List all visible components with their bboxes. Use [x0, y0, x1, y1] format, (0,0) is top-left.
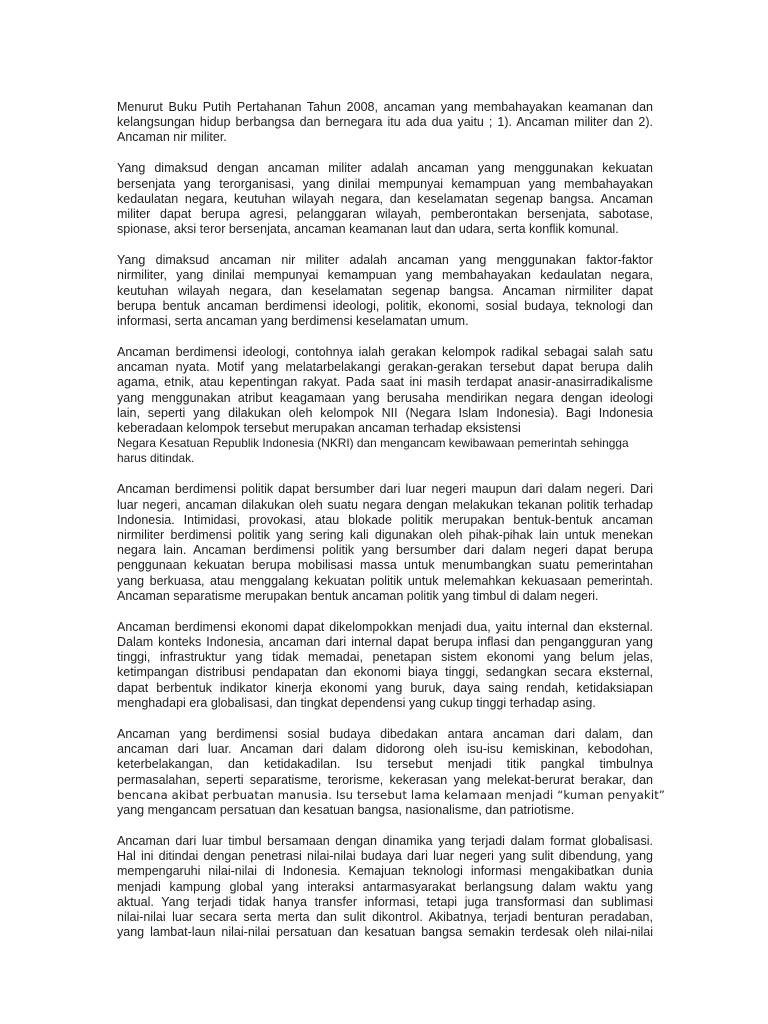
paragraph-gap [117, 329, 653, 345]
paragraph-gap [117, 604, 653, 620]
text-line: Yang dimaksud ancaman nir militer adalah ancaman yang menggunakan faktor-faktor [117, 253, 653, 268]
text-line: yang mengancam persatuan dan kesatuan bangsa, nasionalisme, dan patriotisme. [117, 802, 575, 817]
text-line: keterbelakangan, dan ketidakadilan. Isu tersebut menjadi titik pangkal timbulnya [117, 757, 653, 772]
text-line: menjadi kampung global yang interaksi antarmasyarakat berlangsung dalam waktu yang [117, 879, 653, 894]
text-line: militer dapat berupa agresi, pelanggaran wilayah, pemberontakan bersenjata, sabotase, [117, 207, 653, 222]
paragraph-3 [117, 253, 653, 329]
text-line: Ancaman yang berdimensi sosial budaya dibedakan antara ancaman dari dalam, dan [117, 726, 653, 741]
paragraph-8 [117, 834, 653, 940]
text-line: permasalahan, seperti separatisme, terorisme, kekerasan yang melekat-berurat berakar, dan [117, 772, 653, 787]
paragraph-gap [117, 237, 653, 253]
text-line: Ancaman separatisme merupakan bentuk ancaman politik yang timbul di dalam negeri. [117, 588, 599, 603]
text-line: bersenjata yang terorganisasi, yang dinilai mempunyai kemampuan yang membahayakan [117, 176, 653, 191]
text-line: mempengaruhi nilai-nilai di Indonesia. Kemajuan teknologi informasi mengakibatkan dunia [117, 864, 653, 879]
text-line: keutuhan wilayah negara, dan keselamatan segenap bangsa. Ancaman nirmiliter dapat [117, 283, 653, 298]
paragraph-4 [117, 345, 653, 467]
text-line: berupa bentuk ancaman berdimensi ideologi, politik, ekonomi, sosial budaya, teknologi dan [117, 298, 653, 313]
text-line: penggunaan kekuatan berupa mobilisasi massa untuk menumbangkan suatu pemerintahan [117, 558, 653, 573]
paragraph-gap [117, 818, 653, 834]
paragraph-6 [117, 620, 653, 711]
text-line: kedaulatan negara, keutuhan wilayah negara, dan keselamatan segenap bangsa. Ancaman [117, 191, 653, 206]
paragraph-1 [117, 100, 653, 146]
text-line: spionase, aksi teror bersenjata, ancaman keamanan laut dan udara, serta konflik komunal. [117, 222, 619, 237]
text-line: yang menggunakan atribut keagamaan yang berusaha mendirikan negara dengan ideologi [117, 390, 653, 405]
text-line: keberadaan kelompok tersebut merupakan ancaman terhadap eksistensi [117, 421, 521, 436]
text-line: nilai-nilai luar secara serta merta dan sulit dikontrol. Akibatnya, terjadi benturan peradaban, [117, 909, 653, 924]
text-line: harus ditindak. [117, 451, 195, 466]
paragraph-7 [117, 726, 666, 818]
text-line: nirmiliter, yang dinilai mempunyai kemampuan yang membahayakan kedaulatan negara, [117, 268, 653, 283]
text-line: nirmiliter berdimensi politik yang sering kali digunakan oleh pihak-pihak lain untuk menekan [117, 528, 653, 543]
paragraph-gap [117, 711, 653, 727]
text-line: lain, seperti yang dilakukan oleh kelompok NII (Negara Islam Indonesia). Bagi Indonesia [117, 405, 653, 420]
text-line: tinggi, infrastruktur yang tidak memadai, penetapan sistem ekonomi yang belum jelas, [117, 650, 653, 665]
text-line: bencana akibat perbuatan manusia. Isu tersebut lama kelamaan menjadi “kuman penyakit” [117, 787, 666, 802]
text-line: ketimpangan distribusi pendapatan dan ekonomi biaya tinggi, sedangkan secara eksternal, [117, 665, 653, 680]
text-line: Negara Kesatuan Republik Indonesia (NKRI) dan mengancam kewibawaan pemerintah sehingga [117, 436, 629, 451]
text-line: Menurut Buku Putih Pertahanan Tahun 2008, ancaman yang membahayakan keamanan dan [117, 100, 653, 114]
text-line: aktual. Yang terjadi tidak hanya transfer informasi, tetapi juga transformasi dan sublimasi [117, 894, 653, 909]
text-line: Ancaman berdimensi ekonomi dapat dikelompokkan menjadi dua, yaitu internal dan eksternal. [117, 619, 653, 634]
text-line: ancaman dari luar. Ancaman dari dalam didorong oleh isu-isu kemiskinan, kebodohan, [117, 742, 653, 757]
text-line: yang berkuasa, atau menggalang kekuatan politik untuk melemahkan kekuasaan pemerintah. [117, 573, 653, 588]
document-page [117, 100, 666, 940]
text-line: Ancaman dari luar timbul bersamaan dengan dinamika yang terjadi dalam format globalisasi. [117, 833, 653, 848]
paragraph-2 [117, 161, 653, 237]
text-line: Indonesia. Intimidasi, provokasi, atau blokade politik merupakan bentuk-bentuk ancaman [117, 512, 653, 527]
text-line: Hal ini ditindai dengan penetrasi nilai-nilai budaya dari luar negeri yang sulit dibendung, yang [117, 849, 653, 864]
text-line: Ancaman berdimensi politik dapat bersumber dari luar negeri maupun dari dalam negeri. Dari [117, 482, 653, 497]
text-line: negara lain. Ancaman berdimensi politik yang bersumber dari dalam negeri dapat berupa [117, 543, 653, 558]
paragraph-5 [117, 482, 653, 604]
text-line: Ancaman nir militer. [117, 130, 227, 145]
text-line: ancaman nyata. Motif yang melatarbelakangi gerakan-gerakan tersebut dapat berupa dalih [117, 360, 653, 375]
text-line: luar negeri, ancaman dilakukan oleh suatu negara dengan melakukan tekanan politik terhadap [117, 497, 653, 512]
paragraph-gap [117, 146, 653, 162]
text-line: Ancaman berdimensi ideologi, contohnya ialah gerakan kelompok radikal sebagai salah satu [117, 345, 653, 360]
paragraph-gap [117, 467, 653, 483]
text-line: kelangsungan hidup berbangsa dan bernegara itu ada dua yaitu ; 1). Ancaman militer dan 2). [117, 115, 653, 130]
text-line: Yang dimaksud dengan ancaman militer adalah ancaman yang menggunakan kekuatan [117, 161, 653, 176]
text-line: Dalam konteks Indonesia, ancaman dari internal dapat berupa inflasi dan pengangguran yang [117, 635, 653, 650]
text-line: agama, etnik, atau kepentingan rakyat. Pada saat ini masih terdapat anasir-anasirradikalisme [117, 375, 653, 390]
text-line: yang lambat-laun nilai-nilai persatuan dan kesatuan bangsa semakin terdesak oleh nilai-nilai [117, 925, 653, 940]
text-line: dapat berbentuk indikator kinerja ekonomi yang buruk, daya saing rendah, ketidaksiapan [117, 680, 653, 695]
text-line: menghadapi era globalisasi, dan tingkat dependensi yang cukup tinggi terhadap asing. [117, 695, 596, 710]
text-line: informasi, serta ancaman yang berdimensi keselamatan umum. [117, 314, 469, 329]
